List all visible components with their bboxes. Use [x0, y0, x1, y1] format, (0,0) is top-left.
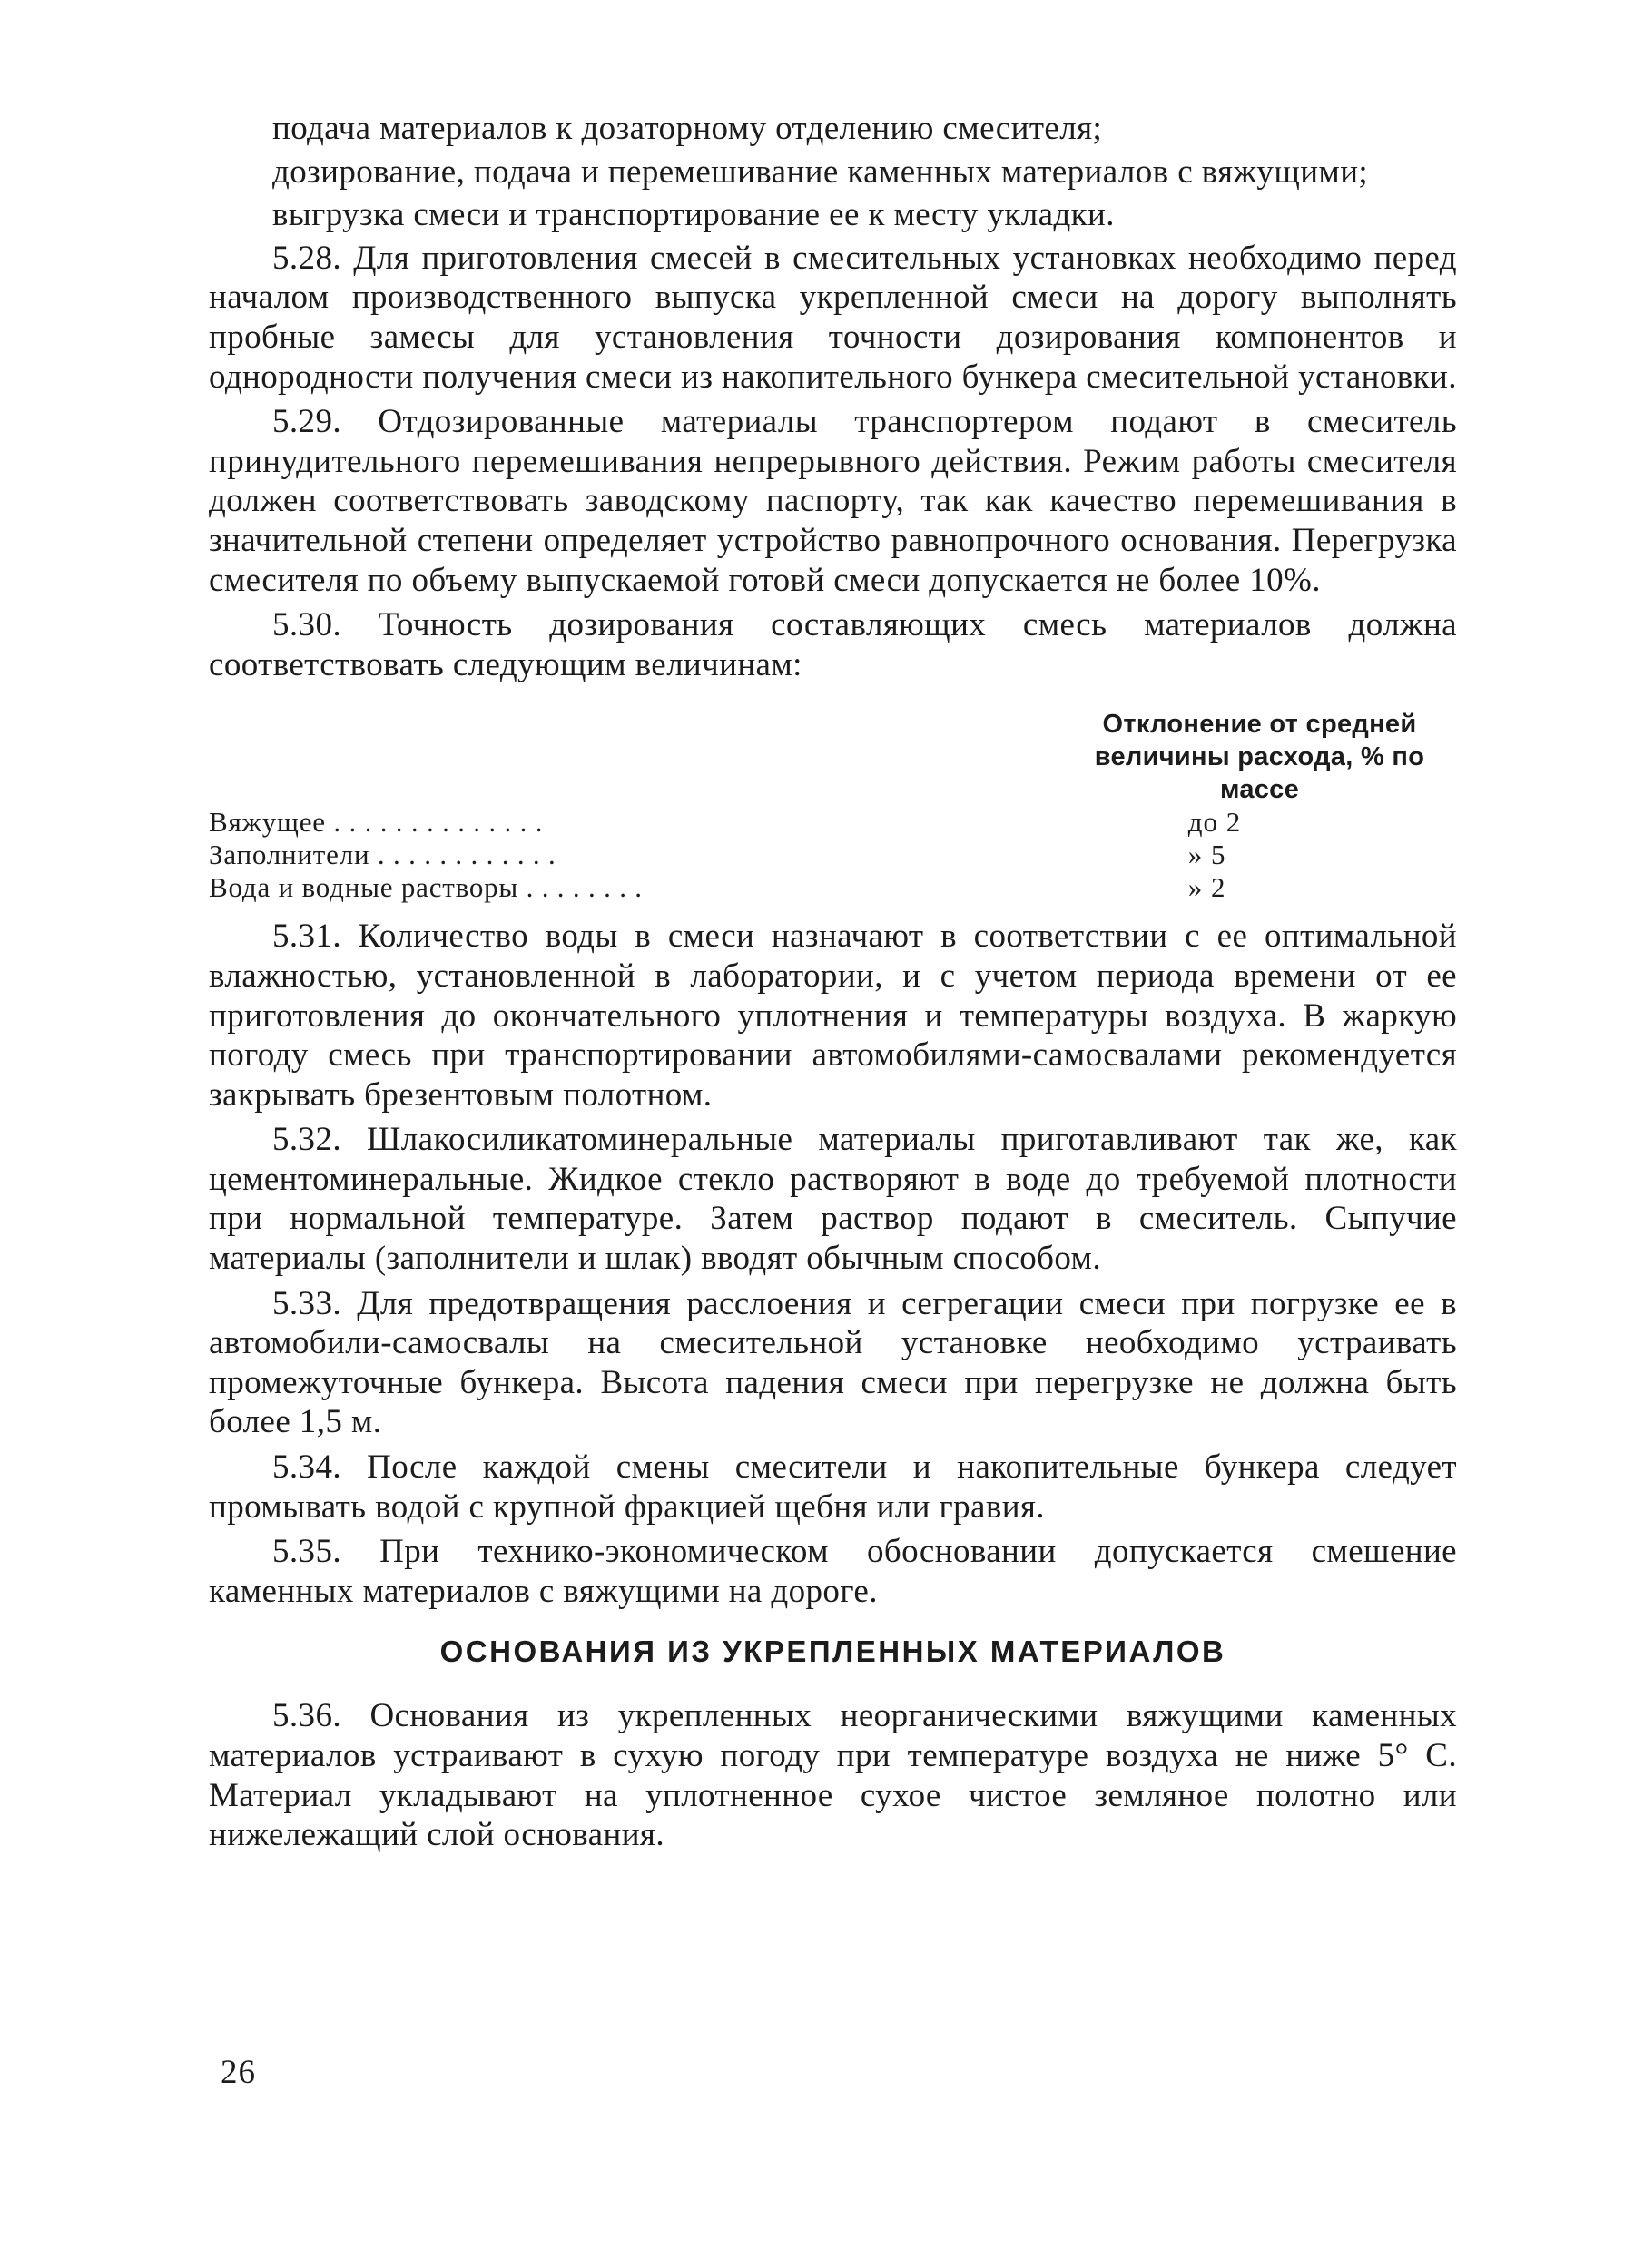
table-row-value: » 2: [1187, 871, 1226, 904]
page-number: 26: [221, 2054, 256, 2091]
paragraph-5-29: 5.29. Отдозированные материалы транспортером подают в смеситель принудительного перемешивания непрерывного действия. Режим работы смесителя должен соответствовать заводскому паспорту, так как качество перемешивания в значительной степени определяет устройство равнопрочного основания. Перегрузка смесителя по объему выпускаемой готовй смеси допускается не более 10%.: [209, 403, 1457, 599]
dosing-accuracy-table: [209, 708, 1457, 904]
table-row-label: Вода и водные растворы . . . . . . . .: [209, 871, 643, 904]
table-row-value: » 5: [1187, 839, 1226, 871]
paragraph-5-33: 5.33. Для предотвращения расслоения и сегрегации смеси при погрузке ее в автомобили-самосвалы на смесительной установке необходимо устраивать промежуточные бункера. Высота падения смеси при перегрузке не должна быть более 1,5 м.: [209, 1284, 1457, 1441]
table-row-value: до 2: [1187, 806, 1242, 839]
paragraph-5-32: 5.32. Шлакосиликатоминеральные материалы приготавливают так же, как цементоминеральные. Жидкое стекло растворяют в воде до требуемой плотности при нормальной температуре. Затем раствор подают в смеситель. Сыпучие материалы (заполнители и шлак) вводят обычным способом.: [209, 1121, 1457, 1278]
list-item: выгрузка смеси и транспортирование ее к месту укладки.: [272, 196, 1115, 234]
page-body: [209, 109, 1457, 1861]
paragraph-5-28: 5.28. Для приготовления смесей в смесительных установках необходимо перед началом производственного выпуска укрепленной смеси на дорогу выполнять пробные замесы для установления точности дозирования компонентов и однородности получения смеси из накопительного бункера смесительной установки.: [209, 239, 1457, 396]
table-row: [209, 871, 1457, 904]
list-item: дозирование, подача и перемешивание каменных материалов с вяжущими;: [272, 152, 1369, 191]
paragraph-5-36: 5.36. Основания из укрепленных неорганическими вяжущими каменных материалов устраивают в сухую погоду при температуре воздуха не ниже 5° С. Материал укладывают на уплотненное сухое чистое земляное полотно или нижележащий слой основания.: [209, 1697, 1457, 1854]
table-row: [209, 839, 1457, 871]
table-row: [209, 806, 1457, 839]
table-row-label: Вяжущее . . . . . . . . . . . . . .: [209, 806, 544, 839]
table-header: Отклонение от средней величины расхода, % по массе: [1094, 710, 1425, 805]
section-title: ОСНОВАНИЯ ИЗ УКРЕПЛЕННЫХ МАТЕРИАЛОВ: [439, 1635, 1226, 1669]
paragraph-5-31: 5.31. Количество воды в смеси назначают в соответствии с ее оптимальной влажностью, установленной в лаборатории, и с учетом периода времени от ее приготовления до окончательного уплотнения и температуры воздуха. В жаркую погоду смесь при транспортировании автомобилями-самосвалами рекомендуется закрывать брезентовым полотном.: [209, 918, 1457, 1114]
paragraph-5-35: 5.35. При технико-экономическом обосновании допускается смешение каменных материалов с вяжущими на дороге.: [209, 1533, 1457, 1610]
paragraph-5-34: 5.34. После каждой смены смесители и накопительные бункера следует промывать водой с крупной фракцией щебня или гравия.: [209, 1448, 1457, 1526]
paragraph-5-30: 5.30. Точность дозирования составляющих смесь материалов должна соответствовать следующим величинам:: [209, 606, 1457, 683]
table-row-label: Заполнители . . . . . . . . . . . .: [209, 839, 556, 871]
list-item: подача материалов к дозаторному отделению смесителя;: [272, 110, 1103, 147]
